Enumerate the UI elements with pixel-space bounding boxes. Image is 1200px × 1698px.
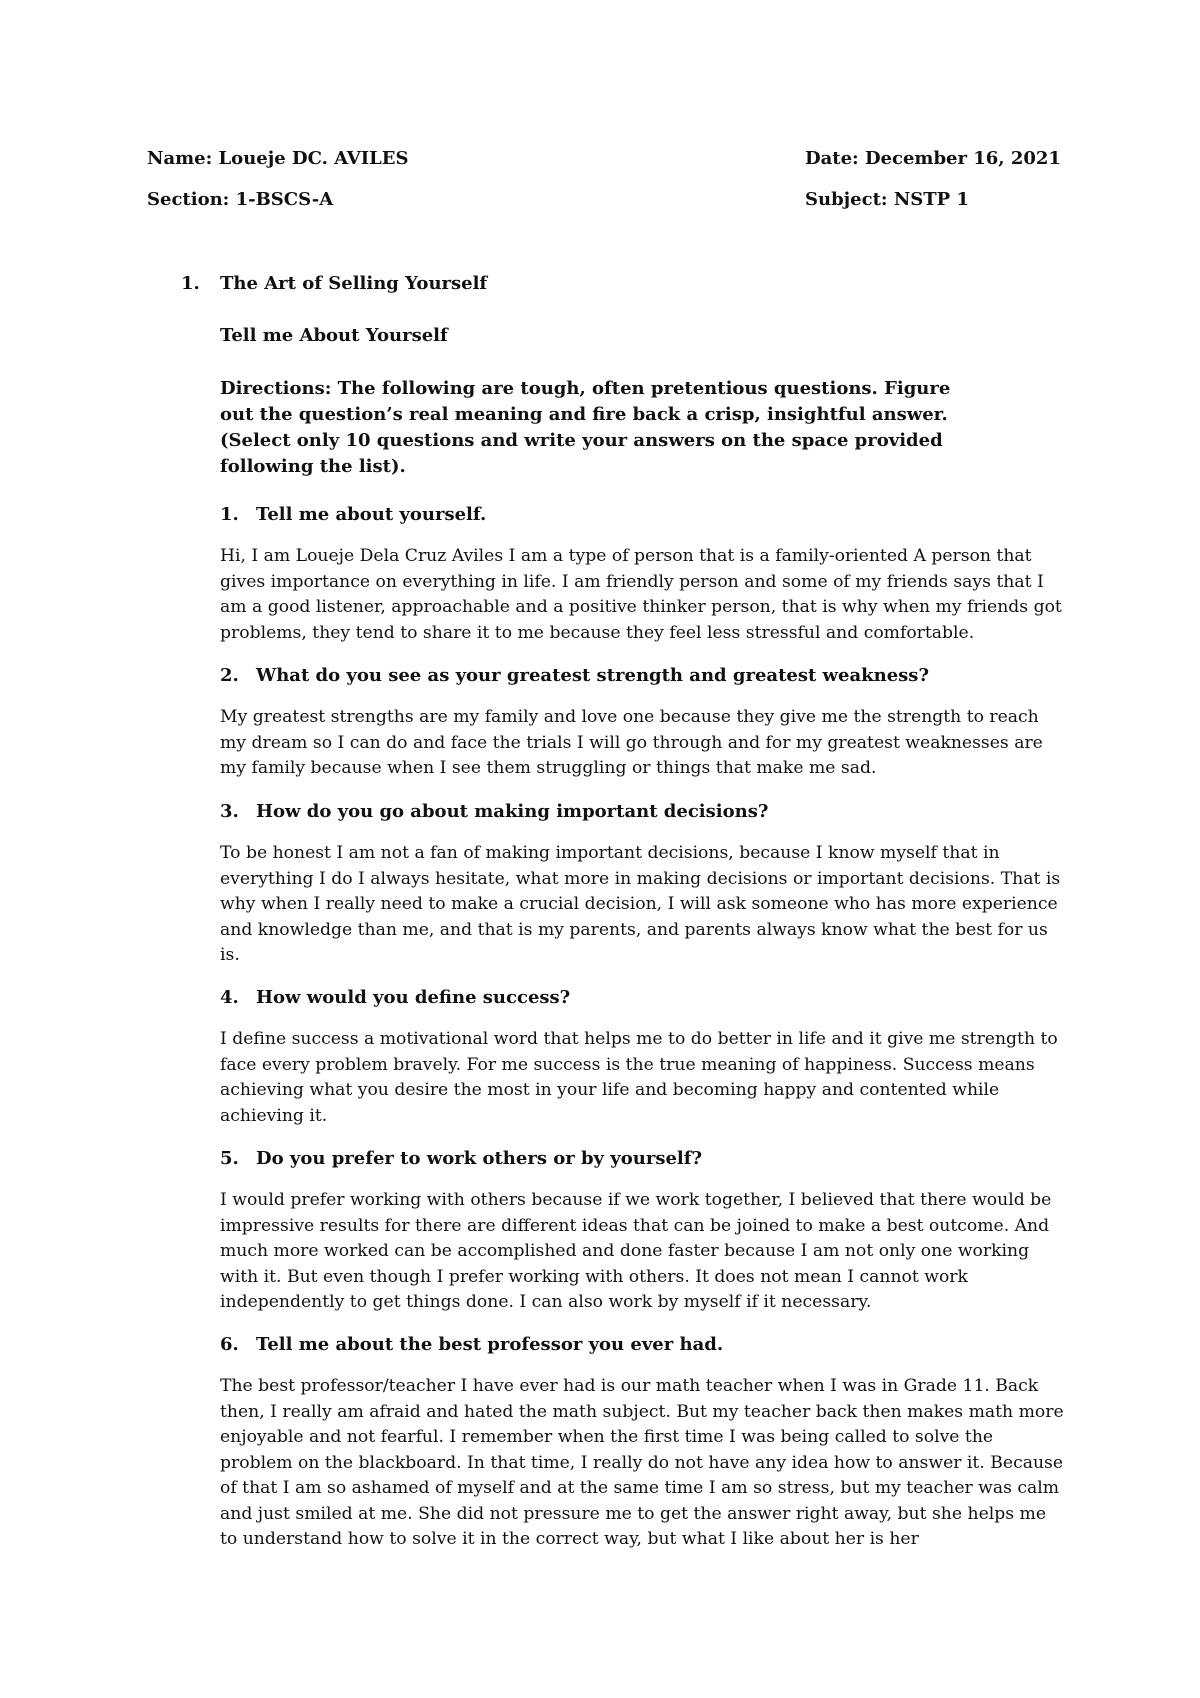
document-date: Date: December 16, 2021 bbox=[805, 148, 1061, 169]
answer-text: Hi, I am Loueje Dela Cruz Aviles I am a type of person that is a family-oriented A person that gives importance on everything in life. I am friendly person and some of my friends says that I am a good listener, approachable and a positive thinker person, that is why when my friends got problems, they tend to share it to me because they feel less stressful and comfortable. bbox=[220, 546, 1062, 643]
student-section: Section: 1-BSCS-A bbox=[147, 189, 334, 210]
question-block bbox=[220, 1148, 1065, 1316]
question-text: How would you define success? bbox=[256, 987, 571, 1008]
answer-text: The best professor/teacher I have ever had is our math teacher when I was in Grade 11. Back then, I really am afraid and hated the math subject. But my teacher back then makes math more enjoyable and not fearful. I remember when the first time I was being called to solve the problem on the blackboard. In that time, I really do not have any idea how to answer it. Because of that I am so ashamed of myself and at the same time I am so stress, but my teacher was calm and just smiled at me. She did not pressure me to get the answer right away, but she helps me to understand how to solve it in the correct way, but what I like about her is her bbox=[220, 1376, 1064, 1549]
question-text: Tell me about the best professor you ever had. bbox=[256, 1334, 724, 1355]
question-text: How do you go about making important decisions? bbox=[256, 801, 769, 822]
question-heading bbox=[220, 801, 1065, 823]
directions-text: Directions: The following are tough, often pretentious questions. Figure out the question’s real meaning and fire back a crisp, insightful answer. (Select only 10 questions and write your answers on the space provided following the list). bbox=[220, 378, 951, 477]
answer-text: My greatest strengths are my family and love one because they give me the strength to reach my dream so I can do and face the trials I will go through and for my greatest weaknesses are my family because when I see them struggling or things that make me sad. bbox=[220, 707, 1043, 778]
question-block bbox=[220, 1334, 1065, 1553]
answer-text: I define success a motivational word that helps me to do better in life and it give me strength to face every problem bravely. For me success is the true meaning of happiness. Success means achieving what you desire the most in your life and becoming happy and contented while achieving it. bbox=[220, 1029, 1058, 1126]
question-heading bbox=[220, 504, 1065, 526]
section-heading bbox=[181, 273, 487, 295]
question-number: 6. bbox=[220, 1334, 239, 1355]
question-number: 1. bbox=[220, 504, 239, 525]
question-text: Tell me about yourself. bbox=[256, 504, 487, 525]
answer-text: To be honest I am not a fan of making important decisions, because I know myself that in everything I do I always hesitate, what more in making decisions or important decisions. That is why when I really need to make a crucial decision, I will ask someone who has more experience and knowledge than me, and that is my parents, and parents always know what the best for us is. bbox=[220, 843, 1061, 965]
subject: Subject: NSTP 1 bbox=[805, 189, 969, 210]
section-number: 1. bbox=[181, 273, 200, 294]
question-heading bbox=[220, 665, 1065, 687]
question-block bbox=[220, 801, 1065, 969]
question-heading bbox=[220, 987, 1065, 1009]
answer-text: I would prefer working with others because if we work together, I believed that there would be impressive results for there are different ideas that can be joined to make a best outcome. And much more worked can be accomplished and done faster because I am not only one working with it. But even though I prefer working with others. It does not mean I cannot work independently to get things done. I can also work by myself if it necessary. bbox=[220, 1190, 1052, 1312]
question-text: What do you see as your greatest strength and greatest weakness? bbox=[256, 665, 929, 686]
question-heading bbox=[220, 1334, 1065, 1356]
section-subtitle: Tell me About Yourself bbox=[220, 325, 448, 346]
question-number: 2. bbox=[220, 665, 239, 686]
question-number: 3. bbox=[220, 801, 239, 822]
student-name: Name: Loueje DC. AVILES bbox=[147, 148, 409, 169]
section-title: The Art of Selling Yourself bbox=[220, 273, 488, 294]
question-text: Do you prefer to work others or by yourself? bbox=[256, 1148, 703, 1169]
question-block bbox=[220, 665, 1065, 782]
question-block bbox=[220, 504, 1065, 646]
question-heading bbox=[220, 1148, 1065, 1170]
question-number: 4. bbox=[220, 987, 239, 1008]
question-number: 5. bbox=[220, 1148, 239, 1169]
question-block bbox=[220, 987, 1065, 1129]
